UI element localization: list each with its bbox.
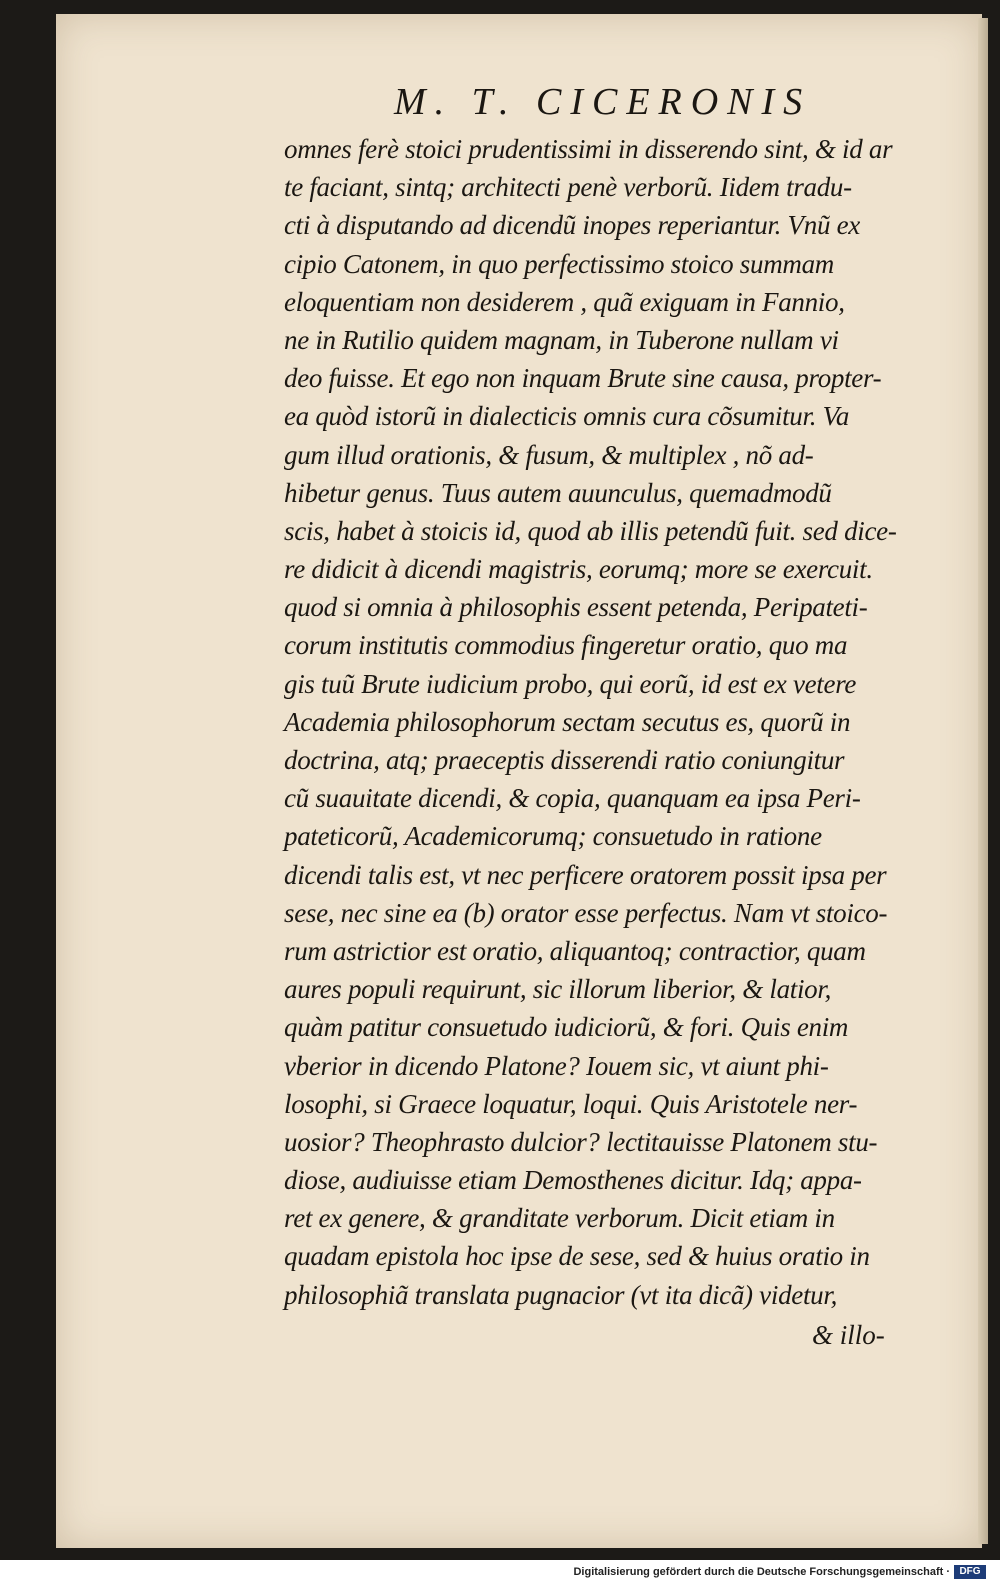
text-line: corum institutis commodius fingeretur oratio, quo ma bbox=[284, 630, 848, 661]
text-line: gis tuũ Brute iudicium probo, qui eorũ, id est ex vetere bbox=[284, 668, 857, 699]
text-line: scis, habet à stoicis id, quod ab illis petendũ fuit. sed dice- bbox=[284, 515, 897, 546]
text-line: dicendi talis est, vt nec perficere oratorem possit ipsa per bbox=[284, 859, 887, 890]
text-line: quàm patitur consuetudo iudiciorũ, & fori. Quis enim bbox=[284, 1012, 849, 1043]
text-line: diose, audiuisse etiam Demosthenes dicitur. Idq; appa- bbox=[284, 1165, 862, 1196]
text-line: philosophiã translata pugnacior (vt ita dicã) videtur, bbox=[284, 1279, 838, 1310]
text-line: sese, nec sine ea (b) orator esse perfectus. Nam vt stoico- bbox=[284, 897, 888, 928]
text-line: hibetur genus. Tuus autem auunculus, quemadmodũ bbox=[284, 477, 832, 508]
dfg-logo-icon: DFG bbox=[954, 1565, 986, 1579]
text-line: uosior? Theophrasto dulcior? lectitauisse Platonem stu- bbox=[284, 1126, 878, 1157]
text-line: doctrina, atq; praeceptis disserendi ratio coniungitur bbox=[284, 745, 845, 775]
text-line: quadam epistola hoc ipse de sese, sed & huius oratio in bbox=[284, 1241, 870, 1272]
text-line: cipio Catonem, in quo perfectissimo stoico summam bbox=[284, 248, 835, 279]
text-line: cti à disputando ad dicendũ inopes reperiantur. Vnũ ex bbox=[284, 210, 860, 241]
text-line: omnes ferè stoici prudentissimi in disserendo sint, & id ar bbox=[284, 134, 893, 164]
text-line: pateticorũ, Academicorumq; consuetudo in ratione bbox=[284, 821, 822, 852]
text-line: rum astrictior est oratio, aliquantoq; contractior, quam bbox=[284, 935, 866, 966]
text-line: losophi, si Graece loquatur, loqui. Quis Aristotele ner- bbox=[284, 1088, 858, 1119]
text-line: deo fuisse. Et ego non inquam Brute sine causa, propter- bbox=[284, 363, 882, 394]
body-text bbox=[284, 130, 964, 1314]
text-line: cũ suauitate dicendi, & copia, quanquam ea ipsa Peri- bbox=[284, 783, 861, 814]
text-line: eloquentiam non desiderem , quã exiguam in Fannio, bbox=[284, 286, 845, 317]
running-head: M. T. CICERONIS bbox=[394, 81, 812, 123]
text-line: gum illud orationis, & fusum, & multiplex , nõ ad- bbox=[284, 439, 814, 470]
text-line: vberior in dicendo Platone? Iouem sic, vt aiunt phi- bbox=[284, 1050, 829, 1081]
funding-credit: Digitalisierung gefördert durch die Deutsche Forschungsgemeinschaft · bbox=[573, 1566, 950, 1578]
text-line: te faciant, sintq; architecti penè verborũ. Iidem tradu- bbox=[284, 172, 852, 203]
text-line: ne in Rutilio quidem magnam, in Tuberone nullam vi bbox=[284, 324, 839, 355]
text-line: quod si omnia à philosophis essent petenda, Peripateti- bbox=[284, 592, 868, 623]
page-edge bbox=[978, 18, 988, 1544]
text-line: aures populi requirunt, sic illorum liberior, & latior, bbox=[284, 974, 832, 1005]
text-line: ret ex genere, & granditate verborum. Dicit etiam in bbox=[284, 1203, 835, 1234]
text-line: re didicit à dicendi magistris, eorumq; more se exercuit. bbox=[284, 554, 873, 585]
text-line: Academia philosophorum sectam secutus es, quorũ in bbox=[284, 706, 851, 737]
footer-bar bbox=[0, 1560, 1000, 1586]
catchword: & illo- bbox=[812, 1320, 885, 1350]
text-line: ea quòd istorũ in dialecticis omnis cura cõsumitur. Va bbox=[284, 401, 850, 432]
